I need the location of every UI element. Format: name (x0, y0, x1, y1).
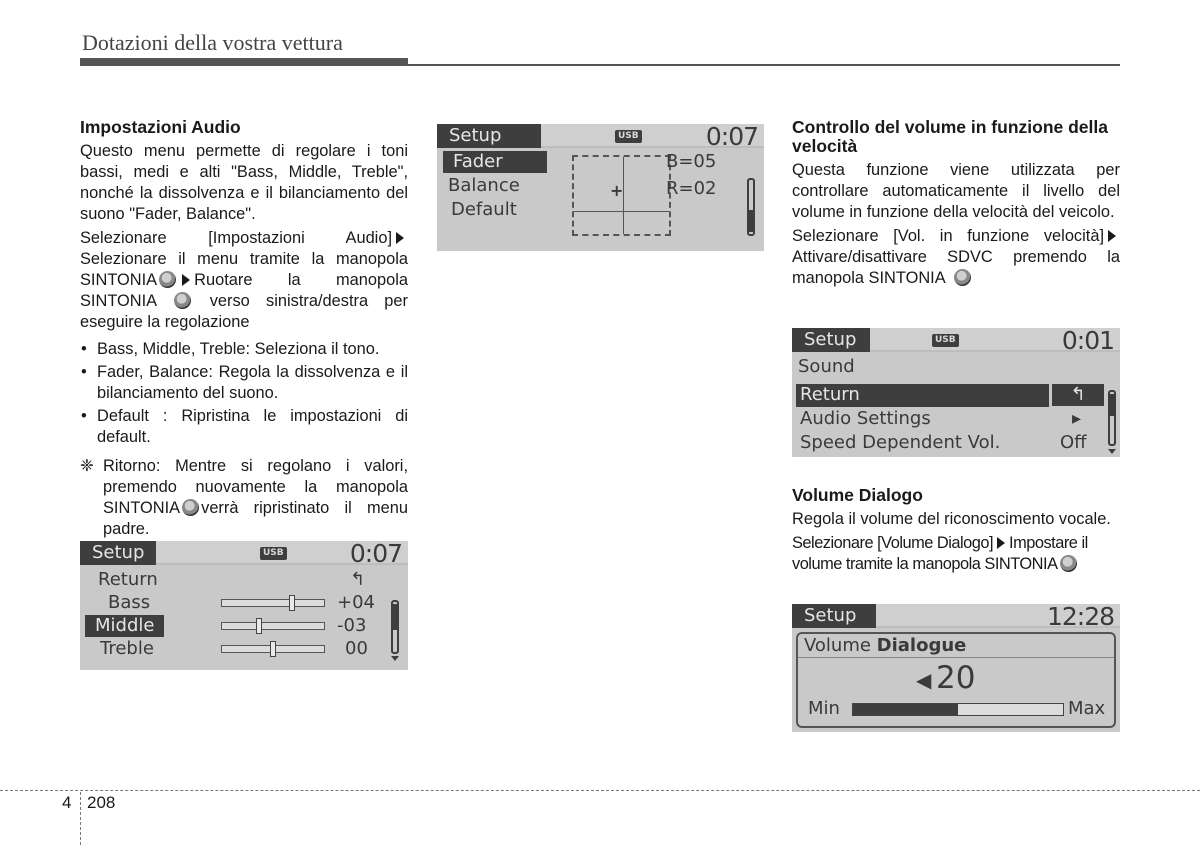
value-treble: 00 (345, 638, 368, 659)
heading-audio-settings: Impostazioni Audio (80, 117, 241, 137)
list-item: • Bass, Middle, Treble: Seleziona il tono. (80, 339, 408, 360)
scrollbar[interactable] (747, 178, 755, 236)
screen-title: Setup (80, 541, 156, 565)
column-audio-settings (80, 118, 408, 540)
instr-rotate-knob: Ruotare la manopola SINTONIA (80, 271, 408, 310)
footer-rule (0, 790, 1200, 791)
instr-toggle-sdvc: Attivare/disattivare SDVC premendo la manopola SINTONIA (792, 248, 1120, 287)
arrow-right-icon (997, 537, 1005, 549)
note-text-a: Ritorno: Mentre si regolano i valori, premendo nuovamente la manopola SINTONIA (103, 457, 408, 517)
screen-clock: 0:01 (1061, 328, 1114, 355)
page-number: 208 (87, 793, 116, 812)
tune-knob-icon (182, 499, 199, 516)
panel-title-a: Volume (804, 635, 877, 656)
tune-knob-icon (954, 269, 971, 286)
screen-tone-settings (80, 541, 408, 670)
screen-title: Setup (792, 328, 870, 352)
menu-item-audio-settings[interactable]: Audio Settings (800, 408, 931, 429)
page-header-title: Dotazioni della vostra vettura (82, 30, 343, 55)
tune-knob-icon (1060, 555, 1077, 572)
chapter-number: 4 (62, 793, 72, 812)
arrow-right-icon (396, 232, 404, 244)
usb-badge: USB (615, 130, 642, 143)
instr-adjust: verso sinistra/destra per eseguire la regolazione (80, 292, 408, 331)
screen-clock: 0:07 (349, 541, 402, 568)
label-min: Min (808, 698, 840, 719)
menu-item-fader[interactable]: Fader (443, 151, 547, 173)
label-max: Max (1068, 698, 1106, 719)
screen-title: Setup (437, 124, 541, 148)
tune-knob-icon (159, 271, 176, 288)
usb-badge: USB (260, 547, 287, 560)
screen-clock: 0:07 (705, 124, 758, 151)
screen-sound-menu (792, 328, 1120, 457)
paragraph-speed-instructions (792, 226, 1120, 289)
slider-middle-handle[interactable] (256, 618, 262, 634)
value-balance: B=05 (666, 151, 717, 172)
paragraph-speed-volume: Questa funzione viene utilizzata per controllare automaticamente il livello del volume in funzione della velocità del veicolo. (792, 161, 1120, 221)
scrollbar[interactable] (1108, 390, 1116, 446)
note-return (80, 456, 408, 540)
paragraph-dialogue-instructions (792, 533, 1120, 575)
column-volume-settings (792, 118, 1120, 292)
slider-middle[interactable] (221, 622, 325, 630)
menu-header-sound: Sound (798, 356, 855, 377)
slider-bass[interactable] (221, 599, 325, 607)
volume-value: 20 (936, 660, 976, 696)
scrollbar-thumb[interactable] (1110, 394, 1114, 416)
tune-knob-icon (174, 292, 191, 309)
note-mark: ❈ (80, 457, 94, 475)
note-text-b: verrà ripristinato il menu padre. (103, 499, 408, 538)
heading-speed-volume: Controllo del volume in funzione della velocità (792, 117, 1108, 156)
volume-bar-fill (853, 704, 958, 715)
slider-bass-handle[interactable] (289, 595, 295, 611)
position-marker: + (610, 181, 624, 200)
speaker-icon: ◀ (916, 668, 932, 692)
value-bass: +04 (337, 592, 375, 613)
menu-item-bass[interactable]: Bass (108, 592, 151, 613)
scrollbar[interactable] (391, 600, 399, 654)
submenu-arrow-icon: ▸ (1072, 408, 1082, 429)
menu-item-return[interactable]: Return (98, 569, 158, 590)
menu-item-return[interactable]: Return (800, 384, 860, 405)
list-item: • Fader, Balance: Regola la dissolvenza e il bilanciamento del suono. (80, 362, 408, 404)
menu-item-default[interactable]: Default (451, 199, 517, 220)
screen-title: Setup (792, 604, 876, 628)
return-icon: ↰ (1052, 384, 1104, 406)
arrow-right-icon (1108, 230, 1116, 242)
value-middle: -03 (337, 615, 367, 636)
volume-dialogue-title-bar (798, 634, 1114, 658)
screen-fader-balance (437, 124, 764, 251)
scroll-down-arrow-icon (391, 656, 399, 661)
volume-dialogue-panel (796, 632, 1116, 728)
footer-divider (80, 792, 81, 845)
screen-volume-dialogue (792, 604, 1120, 732)
scrollbar-thumb[interactable] (393, 604, 397, 630)
instr-select-menu: Selezionare [Impostazioni Audio] (80, 229, 392, 247)
value-fader: R=02 (666, 178, 717, 199)
paragraph-instructions (80, 228, 408, 333)
bullet-list (80, 339, 408, 448)
instr-set-volume: Impostare il volume tramite la manopola SINTONIA (792, 534, 1088, 573)
instr-select-knob: Selezionare il menu tramite la manopola SINTONIA (80, 250, 408, 289)
paragraph-intro: Questo menu permette di regolare i toni bassi, medi e alti "Bass, Middle, Treble", nonché la dissolvenza e il bilanciamento del suono "Fader, Balance". (80, 142, 408, 223)
scroll-down-arrow-icon (1108, 449, 1116, 454)
menu-item-speed-dependent-vol[interactable]: Speed Dependent Vol. (800, 432, 1001, 453)
screen-clock: 12:28 (1046, 604, 1114, 631)
section-dialogue-volume (792, 486, 1120, 578)
arrow-right-icon (182, 274, 190, 286)
header-rule (408, 64, 1120, 66)
paragraph-dialogue-volume: Regola il volume del riconoscimento vocale. (792, 510, 1111, 528)
menu-item-treble[interactable]: Treble (100, 638, 154, 659)
menu-item-middle[interactable]: Middle (85, 615, 164, 637)
volume-bar[interactable] (852, 703, 1064, 716)
menu-item-balance[interactable]: Balance (448, 175, 520, 196)
slider-treble[interactable] (221, 645, 325, 653)
list-item: • Default : Ripristina le impostazioni di default. (80, 406, 408, 448)
header-bar (80, 58, 408, 66)
fader-balance-grid[interactable] (572, 155, 671, 236)
slider-treble-handle[interactable] (270, 641, 276, 657)
heading-dialogue-volume: Volume Dialogo (792, 485, 923, 505)
value-speed-dependent-vol: Off (1060, 432, 1087, 453)
instr-select-dialogue: Selezionare [Volume Dialogo] (792, 534, 994, 552)
scrollbar-thumb[interactable] (749, 210, 753, 232)
panel-title-b: Dialogue (876, 635, 967, 656)
instr-select-speed-vol: Selezionare [Vol. in funzione velocità] (792, 227, 1104, 245)
grid-hline (574, 211, 669, 212)
usb-badge: USB (932, 334, 959, 347)
return-icon: ↰ (350, 569, 366, 590)
